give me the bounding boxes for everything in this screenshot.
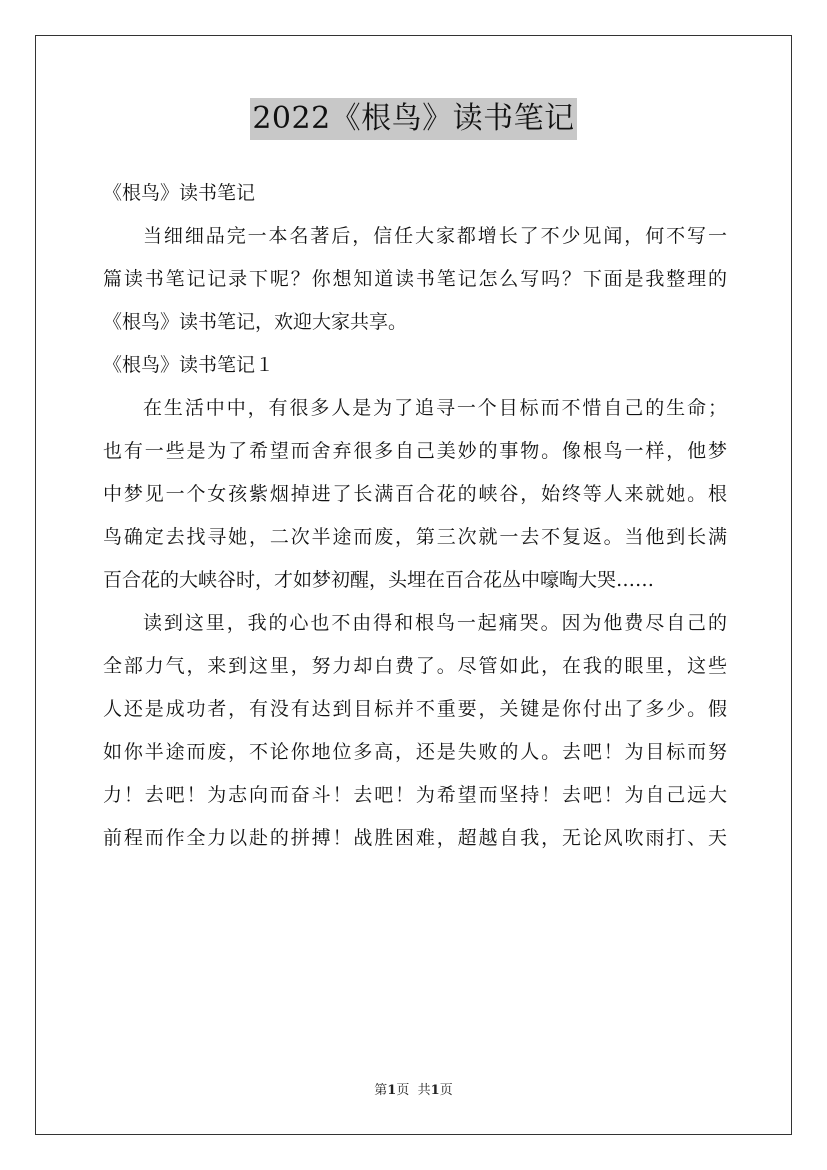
paragraph-line: 鸟确定去找寻她，二次半途而废，第三次就一去不复返。当他到长满 [103, 526, 727, 548]
title-container [0, 98, 827, 140]
paragraph-line: 在生活中中，有很多人是为了追寻一个目标而不惜自己的生命； [143, 397, 727, 419]
page-prefix: 第 [374, 1083, 388, 1098]
paragraph-line: 也有一些是为了希望而舍弃很多自己美妙的事物。像根鸟一样，他梦 [103, 440, 727, 462]
total-prefix: 共 [417, 1083, 431, 1098]
paragraph-line: 篇读书笔记记录下呢？你想知道读书笔记怎么写吗？下面是我整理的 [103, 268, 727, 290]
document-body [103, 172, 727, 860]
section-heading: 《根鸟》读书笔记１ [103, 354, 275, 376]
paragraph-line: 人还是成功者，有没有达到目标并不重要，关键是你付出了多少。假 [103, 698, 727, 720]
total-pages: 1 [430, 1083, 440, 1098]
paragraph-line: 前程而作全力以赴的拼搏！战胜困难，超越自我，无论风吹雨打、天 [103, 827, 727, 849]
paragraph-line: 力！去吧！为志向而奋斗！去吧！为希望而坚持！去吧！为自己远大 [103, 784, 727, 806]
page-unit: 页 [396, 1083, 410, 1098]
total-unit: 页 [439, 1083, 453, 1098]
page-footer [0, 1082, 827, 1100]
document-title: 2022《根鸟》读书笔记 [250, 98, 576, 140]
paragraph-line: 《根鸟》读书笔记，欢迎大家共享。 [103, 311, 408, 333]
paragraph-line: 百合花的大峡谷时，才如梦初醒，头埋在百合花丛中嚎啕大哭…… [103, 569, 655, 591]
paragraph-line: 当细细品完一本名著后，信任大家都增长了不少见闻，何不写一 [143, 225, 727, 247]
page-number: 1 [387, 1083, 397, 1098]
paragraph-line: 如你半途而废，不论你地位多高，还是失败的人。去吧！为目标而努 [103, 741, 727, 763]
paragraph-line: 全部力气，来到这里，努力却白费了。尽管如此，在我的眼里，这些 [103, 655, 727, 677]
paragraph-line: 读到这里，我的心也不由得和根鸟一起痛哭。因为他费尽自己的 [143, 612, 727, 634]
subheading: 《根鸟》读书笔记 [103, 182, 256, 204]
paragraph-line: 中梦见一个女孩紫烟掉进了长满百合花的峡谷，始终等人来就她。根 [103, 483, 727, 505]
